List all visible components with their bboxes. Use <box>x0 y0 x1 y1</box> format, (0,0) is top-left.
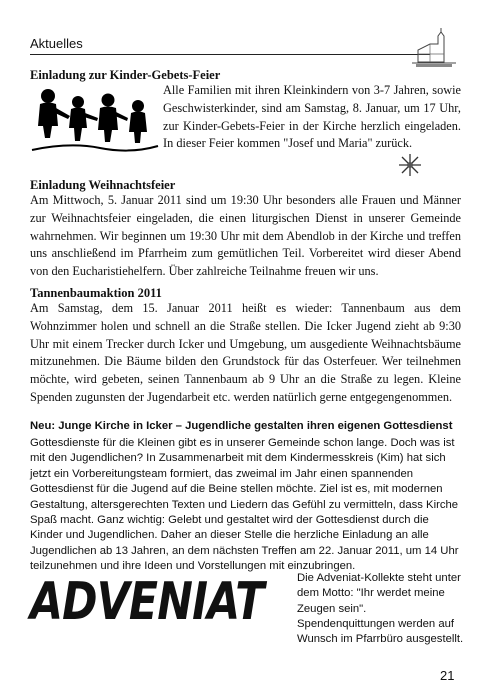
page-number: 21 <box>440 668 455 683</box>
children-holding-hands-image <box>30 86 160 156</box>
header-divider <box>30 54 430 55</box>
weihnacht-text: Am Mittwoch, 5. Januar 2011 sind um 19:30 Uhr besonders alle Frauen und Männer zur Weihnachtsfeier eingeladen, die einen liturgischen Dienst in unserer Gemeinde wahrnehmen. Wir beginnen um 19:30 Uhr mit dem Abendlob in der Kirche und treffen uns anschließend im Pfarrheim zum gemütlichen Teil. Vorbereitet wird dieser Abend von den Eucharistiehelfern. Über zahlreiche Teilnahme freuen wir uns. <box>30 193 461 279</box>
neu-title: Neu: Junge Kirche in Icker – Jugendliche gestalten ihren eigenen Gottesdienst <box>30 420 453 432</box>
adveniat-logo: ADVENIAT <box>30 572 264 632</box>
weihnacht-title: Einladung Weihnachtsfeier <box>30 178 176 192</box>
section-header: Aktuelles <box>30 36 83 51</box>
tannen-title: Tannenbaumaktion 2011 <box>30 286 162 300</box>
kinder-title: Einladung zur Kinder-Gebets-Feier <box>30 68 221 82</box>
church-logo-icon <box>410 28 458 68</box>
adveniat-text: Die Adveniat-Kollekte steht unter dem Motto: "Ihr werdet meine Zeugen sein". Spendenquittungen werden auf Wunsch im Pfarrbüro ausgestellt. <box>297 572 464 646</box>
tannen-text: Am Samstag, dem 15. Januar 2011 heißt es wieder: Tannenbaum aus dem Wohnzimmer holen und schnell an die Straße stellen. Die Icker Jugend zieht ab 9:30 Uhr mit einem Trecker durch Icker und Umgebung, um ausgediente Weihnachtsbäume mitzunehmen. Die Bäume bilden den Grundstock für das Osterfeuer. Wer teilnehmen möchte, wird gebeten, seinen Tannenbaum ab 9 Uhr an die Straße zu legen. Kleine Spenden zugunsten der Jugendarbeit etc. werden natürlich gerne entgegengenommen. <box>30 301 461 404</box>
star-icon <box>398 153 422 177</box>
kinder-text: Alle Familien mit ihren Kleinkindern von 3-7 Jahren, sowie Geschwisterkinder, sind am Samstag, 8. Januar, um 17 Uhr, zur Kinder-Gebets-Feier in der Kirche herzlich eingeladen. In dieser Feier kommen "Josef und Maria" zurück. <box>163 83 461 151</box>
neu-text: Gottesdienste für die Kleinen gibt es in unserer Gemeinde schon lange. Doch was ist mit den Jugendlichen? In Zusammenarbeit mit dem Kindermesskreis (Kim) hat sich jetzt ein Vorbereitungsteam formiert, das zweimal im Jahr einen spannenden Gottesdienst für die Jugend auf die Beine stellen möchte. Ziel ist es, mit modernen Gestaltung, altersgerechten Texten und Liedern das Gefühl zu vermitteln, dass Kirche Spaß macht. Ganz wichtig: Gelebt und gestaltet wird der Gottesdienst durch die Kinder und Jugendlichen. Daher an dieser Stelle die herzliche Einladung an alle Jugendlichen ab 13 Jahren, an dem nächsten Treffen am 22. Januar 2011, um 14 Uhr teilzunehmen und ihre Ideen und Vorstellungen mit einzubringen. <box>30 437 459 573</box>
